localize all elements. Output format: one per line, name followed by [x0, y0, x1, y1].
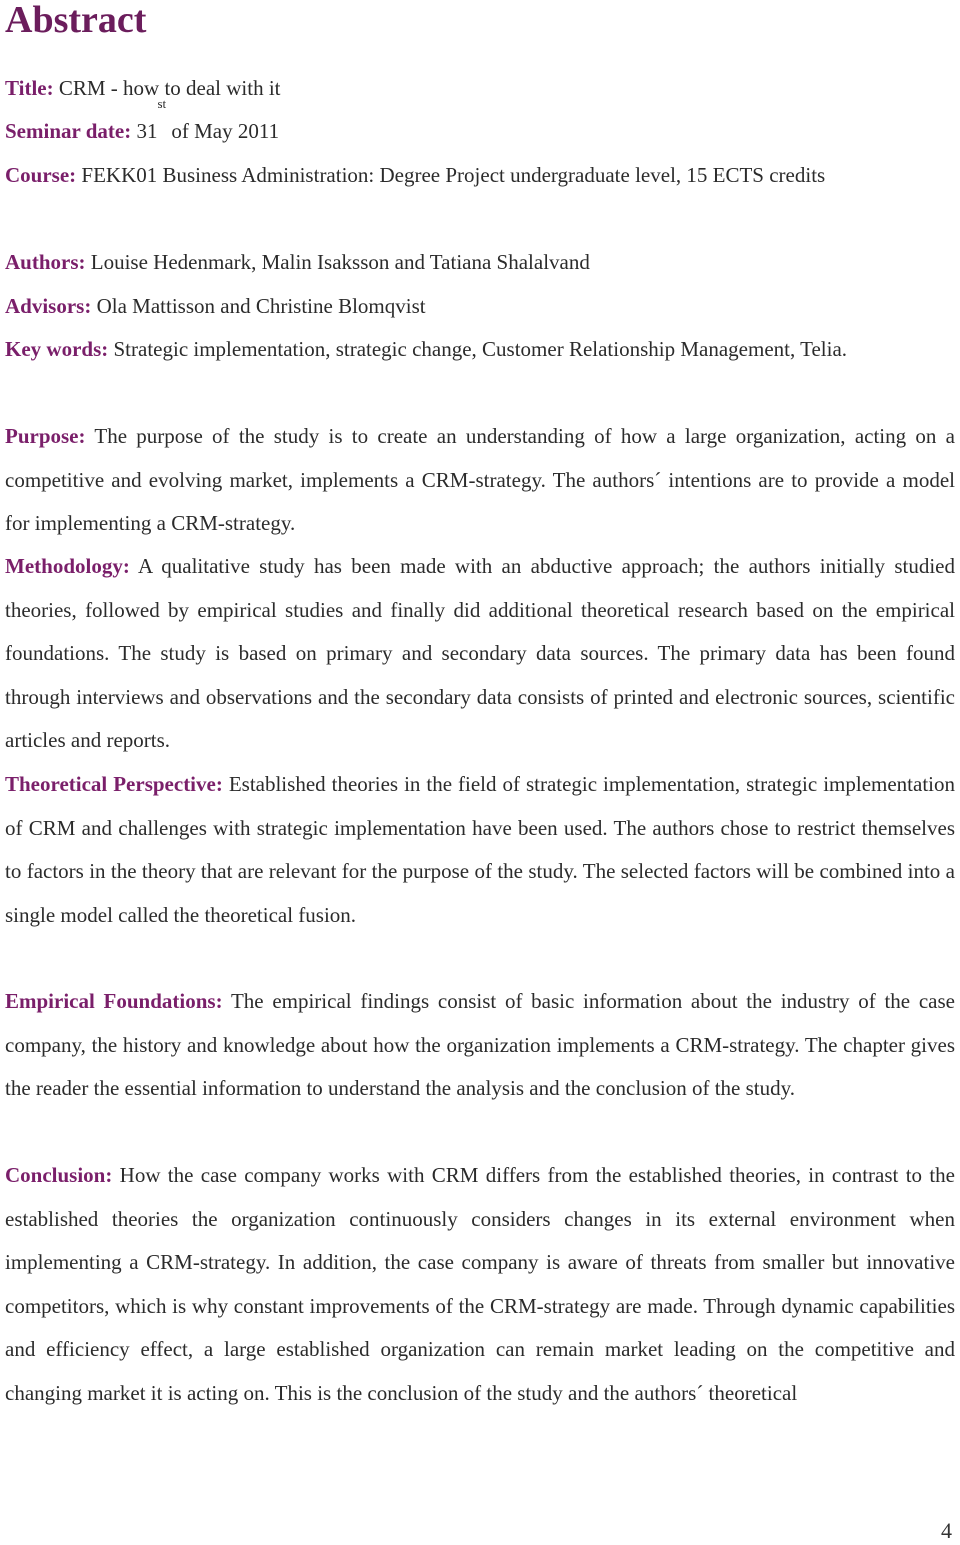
- seminar-date-ordinal: st: [157, 96, 167, 111]
- keywords-field: [5, 328, 955, 372]
- purpose-value: The purpose of the study is to create an understanding of how a large organization, acting on a competitive and evolving market, implements a CRM-strategy. The authors´ intentions are to provide a model for implementing a CRM-strategy.: [5, 424, 955, 535]
- page-heading: Abstract: [5, 0, 147, 41]
- seminar-date-value-suffix: of May 2011: [166, 119, 280, 143]
- advisors-field: [5, 285, 955, 329]
- purpose-label: Purpose:: [5, 424, 86, 448]
- theoretical-perspective-value: Established theories in the field of strategic implementation, strategic implementation of CRM and challenges with strategic implementation have been used. The authors chose to restrict themselves to factors in the theory that are relevant for the purpose of the study. The selected factors will be combined into a single model called the theoretical fusion.: [5, 772, 955, 927]
- authors-value: Louise Hedenmark, Malin Isaksson and Tatiana Shalalvand: [85, 250, 590, 274]
- conclusion-field: [5, 1154, 955, 1415]
- authors-label: Authors:: [5, 250, 86, 274]
- empirical-foundations-value: The empirical findings consist of basic information about the industry of the case company, the history and knowledge about how the organization implements a CRM-strategy. The chapter gives the reader the essential information to understand the analysis and the conclusion of the study.: [5, 989, 955, 1100]
- authors-field: [5, 241, 955, 285]
- methodology-value: A qualitative study has been made with an abductive approach; the authors initially studied theories, followed by empirical studies and finally did additional theoretical research based on the empirical foundations. The study is based on primary and secondary data sources. The primary data has been found through interviews and observations and the secondary data consists of printed and electronic sources, scientific articles and reports.: [5, 554, 955, 752]
- course-label: Course:: [5, 163, 77, 187]
- empirical-foundations-field: [5, 980, 955, 1111]
- page-number: 4: [941, 1518, 952, 1543]
- advisors-value: Ola Mattisson and Christine Blomqvist: [91, 294, 426, 318]
- title-label: Title:: [5, 76, 54, 100]
- seminar-date-label: Seminar date:: [5, 119, 132, 143]
- title-value: CRM - how to deal with it: [53, 76, 281, 100]
- conclusion-label: Conclusion:: [5, 1163, 113, 1187]
- seminar-date-field: [5, 96, 955, 154]
- methodology-label: Methodology:: [5, 554, 130, 578]
- keywords-label: Key words:: [5, 337, 109, 361]
- empirical-foundations-label: Empirical Foundations:: [5, 989, 223, 1013]
- title-field: [5, 67, 955, 111]
- purpose-field: [5, 415, 955, 546]
- keywords-value: Strategic implementation, strategic change, Customer Relationship Management, Telia.: [108, 337, 848, 361]
- conclusion-value: How the case company works with CRM differs from the established theories, in contrast to the established theories the organization continuously considers changes in its external environment when implementing a CRM-strategy. In addition, the case company is aware of threats from smaller but innovative competitors, which is why constant improvements of the CRM-strategy are made. Through dynamic capabilities and efficiency effect, a large established organization can remain market leading on the competitive and changing market it is acting on. This is the conclusion of the study and the authors´ theoretical: [5, 1163, 955, 1405]
- course-value: FEKK01 Business Administration: Degree Project undergraduate level, 15 ECTS credits: [76, 163, 826, 187]
- course-field: [5, 154, 955, 198]
- methodology-field: [5, 545, 955, 763]
- theoretical-perspective-label: Theoretical Perspective:: [5, 772, 223, 796]
- advisors-label: Advisors:: [5, 294, 92, 318]
- seminar-date-value-prefix: 31: [131, 119, 158, 143]
- theoretical-perspective-field: [5, 763, 955, 937]
